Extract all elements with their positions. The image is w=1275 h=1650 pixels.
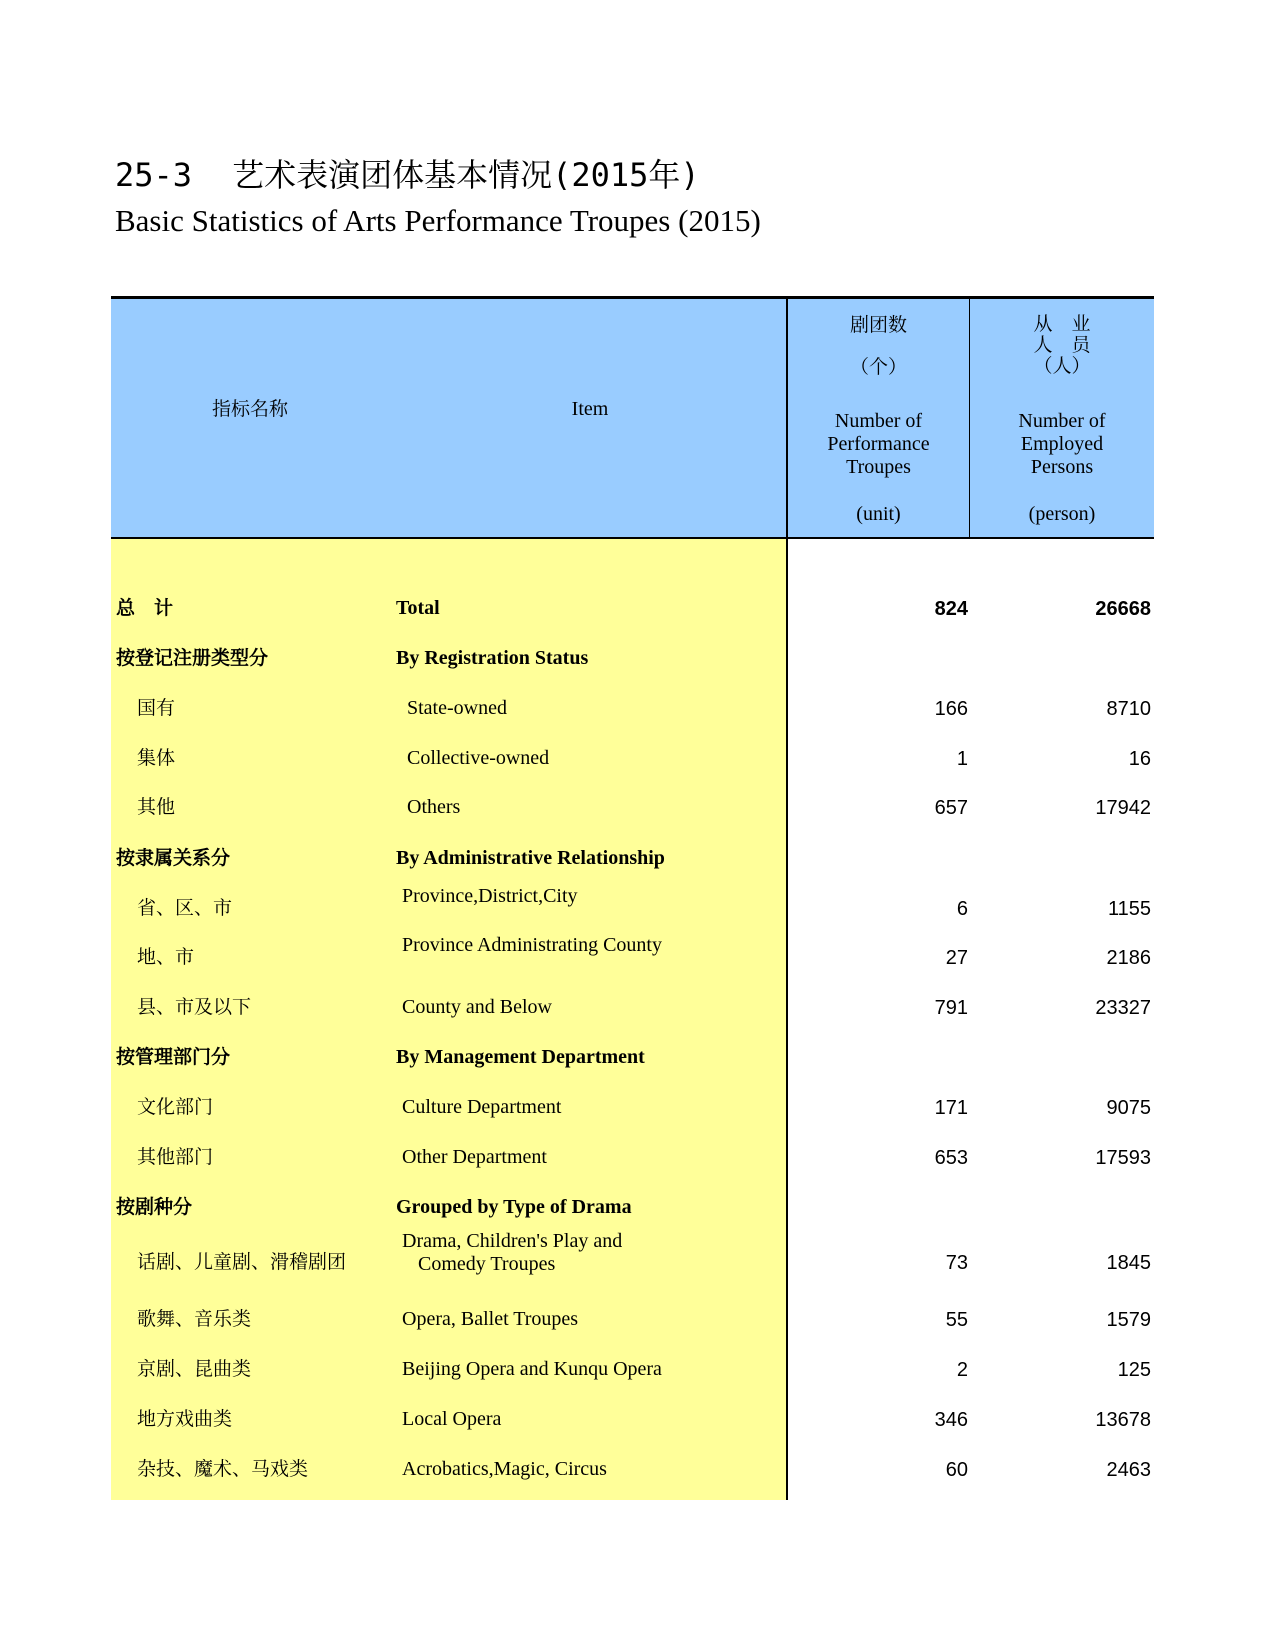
header-item-cn: 指标名称: [211, 398, 288, 420]
row-persons: 1155: [1107, 898, 1151, 920]
row-label-cn: 京剧、昆曲类: [137, 1358, 252, 1380]
row-persons: 17942: [1095, 797, 1151, 819]
row-label-cn: 国有: [137, 697, 176, 719]
row-persons: 13678: [1095, 1409, 1151, 1431]
row-label-cn: 按管理部门分: [116, 1046, 231, 1068]
row-label-en: Drama, Children's Play and: [402, 1230, 623, 1252]
row-label-cn: 按剧种分: [116, 1196, 193, 1218]
row-label-cn: 其他部门: [137, 1146, 214, 1168]
row-persons: 2186: [1106, 947, 1151, 969]
row-persons: 16: [1128, 748, 1151, 770]
row-troupes: 824: [934, 598, 968, 620]
header-troupes-cn: 剧团数: [849, 314, 907, 336]
table-row: [0, 646, 1275, 676]
table-row: [0, 596, 1275, 626]
row-troupes: 171: [934, 1097, 968, 1119]
table-row: [0, 696, 1275, 726]
row-label-cn: 话剧、儿童剧、滑稽剧团: [137, 1251, 347, 1273]
row-troupes: 55: [945, 1309, 968, 1331]
row-label-cn: 按登记注册类型分: [116, 647, 269, 669]
table-row: [0, 995, 1275, 1025]
header-persons-unit-en: (person): [1028, 503, 1096, 525]
row-label-cn: 总 计: [116, 597, 174, 619]
row-label-en: Other Department: [402, 1146, 547, 1168]
table-title-cn-text: 艺术表演团体基本情况(2015年): [232, 156, 700, 194]
row-label-en: By Administrative Relationship: [396, 847, 665, 869]
header-persons-en: Number of Employed Persons: [1018, 410, 1106, 478]
table-top-rule: [111, 296, 1154, 299]
row-troupes: 346: [934, 1409, 968, 1431]
table-row: [0, 934, 1275, 975]
row-troupes: 791: [934, 997, 968, 1019]
header-troupes-en: Number of Performance Troupes: [827, 410, 930, 478]
row-persons: 26668: [1095, 598, 1151, 620]
row-label-en: Collective-owned: [407, 747, 550, 769]
row-label-en: County and Below: [402, 996, 552, 1018]
header-bottom-rule: [111, 537, 1154, 539]
header-persons-cn: 从 业 人 员 （人）: [1033, 313, 1091, 377]
row-persons: 17593: [1095, 1147, 1151, 1169]
row-label-cn: 其他: [137, 796, 176, 818]
row-label-cn: 地、市: [137, 946, 195, 968]
row-label-cn: 地方戏曲类: [137, 1408, 233, 1430]
table-title-en: Basic Statistics of Arts Performance Troupes (2015): [115, 203, 761, 238]
row-persons: 23327: [1095, 997, 1151, 1019]
row-label-en: State-owned: [407, 697, 507, 719]
row-label-en: Province Administrating County: [402, 934, 662, 956]
row-label-cn: 歌舞、音乐类: [137, 1308, 252, 1330]
table-row: [0, 1230, 1275, 1280]
row-troupes: 27: [945, 947, 968, 969]
table-row: [0, 846, 1275, 876]
header-troupes-unit-en: (unit): [856, 503, 901, 525]
row-troupes: 653: [934, 1147, 968, 1169]
row-persons: 125: [1117, 1359, 1151, 1381]
row-troupes: 657: [934, 797, 968, 819]
table-row: [0, 746, 1275, 776]
row-persons: 9075: [1106, 1097, 1151, 1119]
row-label-en: Grouped by Type of Drama: [396, 1196, 632, 1218]
row-label-en: Beijing Opera and Kunqu Opera: [402, 1358, 662, 1380]
row-persons: 1845: [1106, 1252, 1151, 1274]
row-troupes: 6: [956, 898, 968, 920]
row-label-en: Total: [396, 597, 440, 619]
row-label-cn: 杂技、魔术、马戏类: [137, 1458, 309, 1480]
table-number: 25-3: [115, 156, 193, 194]
table-row: [0, 1095, 1275, 1125]
row-label-en-line2: Comedy Troupes: [418, 1253, 556, 1275]
row-label-cn: 县、市及以下: [137, 996, 252, 1018]
table-row: [0, 1145, 1275, 1175]
row-label-en: Others: [407, 796, 461, 818]
table-row: [0, 1195, 1275, 1225]
row-troupes: 1: [956, 748, 968, 770]
row-troupes: 73: [945, 1252, 968, 1274]
row-label-cn: 按隶属关系分: [116, 847, 231, 869]
row-label-en: By Management Department: [396, 1046, 645, 1068]
row-label-en: Province,District,City: [402, 885, 578, 907]
row-label-en: Acrobatics,Magic, Circus: [402, 1458, 607, 1480]
table-title-cn: [115, 150, 700, 196]
table-row: [0, 795, 1275, 825]
row-persons: 1579: [1106, 1309, 1151, 1331]
row-label-cn: 文化部门: [137, 1096, 214, 1118]
table-row: [0, 1457, 1275, 1487]
header-troupes-unit-cn: （个）: [849, 356, 907, 378]
row-troupes: 166: [934, 698, 968, 720]
table-row: [0, 1307, 1275, 1337]
row-label-en: By Registration Status: [396, 647, 589, 669]
table-row: [0, 1045, 1275, 1075]
row-persons: 8710: [1106, 698, 1151, 720]
table-row: [0, 885, 1275, 926]
header-item-en: Item: [571, 398, 609, 420]
row-troupes: 60: [945, 1459, 968, 1481]
row-label-cn: 集体: [137, 747, 176, 769]
row-label-en: Opera, Ballet Troupes: [402, 1308, 579, 1330]
table-row: [0, 1357, 1275, 1387]
row-troupes: 2: [956, 1359, 968, 1381]
table-row: [0, 1407, 1275, 1437]
row-label-en: Local Opera: [402, 1408, 502, 1430]
row-persons: 2463: [1106, 1459, 1151, 1481]
row-label-en: Culture Department: [402, 1096, 562, 1118]
row-label-cn: 省、区、市: [137, 897, 233, 919]
